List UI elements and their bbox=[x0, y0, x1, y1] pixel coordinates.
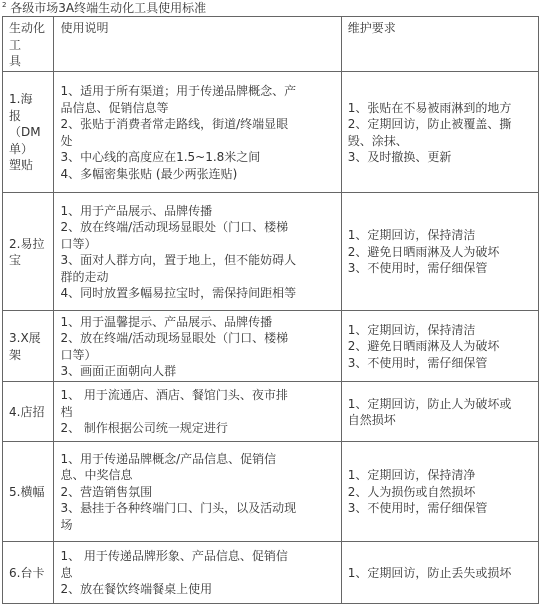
table-row bbox=[3, 441, 539, 541]
maintenance-cell: 1、定期回访，保持清净 2、人为损伤或自然损坏 3、不使用时，需仔细保管 bbox=[341, 441, 538, 541]
tool-name: 6.台卡 bbox=[3, 541, 54, 603]
header-maintenance: 维护要求 bbox=[341, 17, 538, 72]
table-row bbox=[3, 192, 539, 310]
table-row bbox=[3, 310, 539, 381]
table-row bbox=[3, 381, 539, 441]
maintenance-cell: 1、定期回访，防止人为破坏或 自然损坏 bbox=[341, 381, 538, 441]
tool-name: 5.横幅 bbox=[3, 441, 54, 541]
tool-name: 1.海 报（DM 单） 塑贴 bbox=[3, 71, 54, 192]
header-usage: 使用说明 bbox=[54, 17, 341, 72]
usage-cell: 1、用于温馨提示、产品展示、品牌传播 2、放在终端/活动现场显眼处（门口、楼梯 口等） 3、画面正面朝向人群 bbox=[54, 310, 341, 381]
caption-text: 各级市场3A终端生动化工具使用标准 bbox=[10, 1, 207, 15]
usage-cell: 1、 用于流通店、酒店、餐馆门头、夜市排 档 2、 制作根据公司统一规定进行 bbox=[54, 381, 341, 441]
header-row bbox=[3, 17, 539, 72]
standards-table bbox=[2, 16, 539, 604]
usage-cell: 1、 用于传递品牌形象、产品信息、促销信 息 2、放在餐饮终端餐桌上使用 bbox=[54, 541, 341, 603]
usage-cell: 1、用于产品展示、品牌传播 2、放在终端/活动现场显眼处（门口、楼梯 口等） 3、面对人群方向，置于地上，但不能妨碍人 群的走动 4、同时放置多幅易拉宝时，需保持间距相等 bbox=[54, 192, 341, 310]
tool-name: 4.店招 bbox=[3, 381, 54, 441]
maintenance-cell: 1、定期回访，保持清洁 2、避免日晒雨淋及人为破坏 3、不使用时，需仔细保管 bbox=[341, 192, 538, 310]
table-caption bbox=[2, 0, 206, 16]
tool-name: 3.X展架 bbox=[3, 310, 54, 381]
header-tool: 生动化工 具 bbox=[3, 17, 54, 72]
caption-mark: 2 bbox=[2, 1, 7, 9]
table-row bbox=[3, 541, 539, 603]
maintenance-cell: 1、定期回访，防止丢失或损坏 bbox=[341, 541, 538, 603]
maintenance-cell: 1、定期回访，保持清洁 2、避免日晒雨淋及人为破坏 3、不使用时，需仔细保管 bbox=[341, 310, 538, 381]
usage-cell: 1、适用于所有渠道；用于传递品牌概念、产 品信息、促销信息等 2、张贴于消费者常走路线，街道/终端显眼 处 3、中心线的高度应在1.5~1.8米之间 4、多幅密集张贴 (最少两张连贴) bbox=[54, 71, 341, 192]
tool-name: 2.易拉宝 bbox=[3, 192, 54, 310]
maintenance-cell: 1、张贴在不易被雨淋到的地方 2、定期回访，防止被覆盖、撕 毁、涂抹、 3、及时撤换、更新 bbox=[341, 71, 538, 192]
usage-cell: 1、用于传递品牌概念/产品信息、促销信 息、中奖信息 2、营造销售氛围 3、悬挂于各种终端门口、门头，以及活动现 场 bbox=[54, 441, 341, 541]
table-row bbox=[3, 71, 539, 192]
